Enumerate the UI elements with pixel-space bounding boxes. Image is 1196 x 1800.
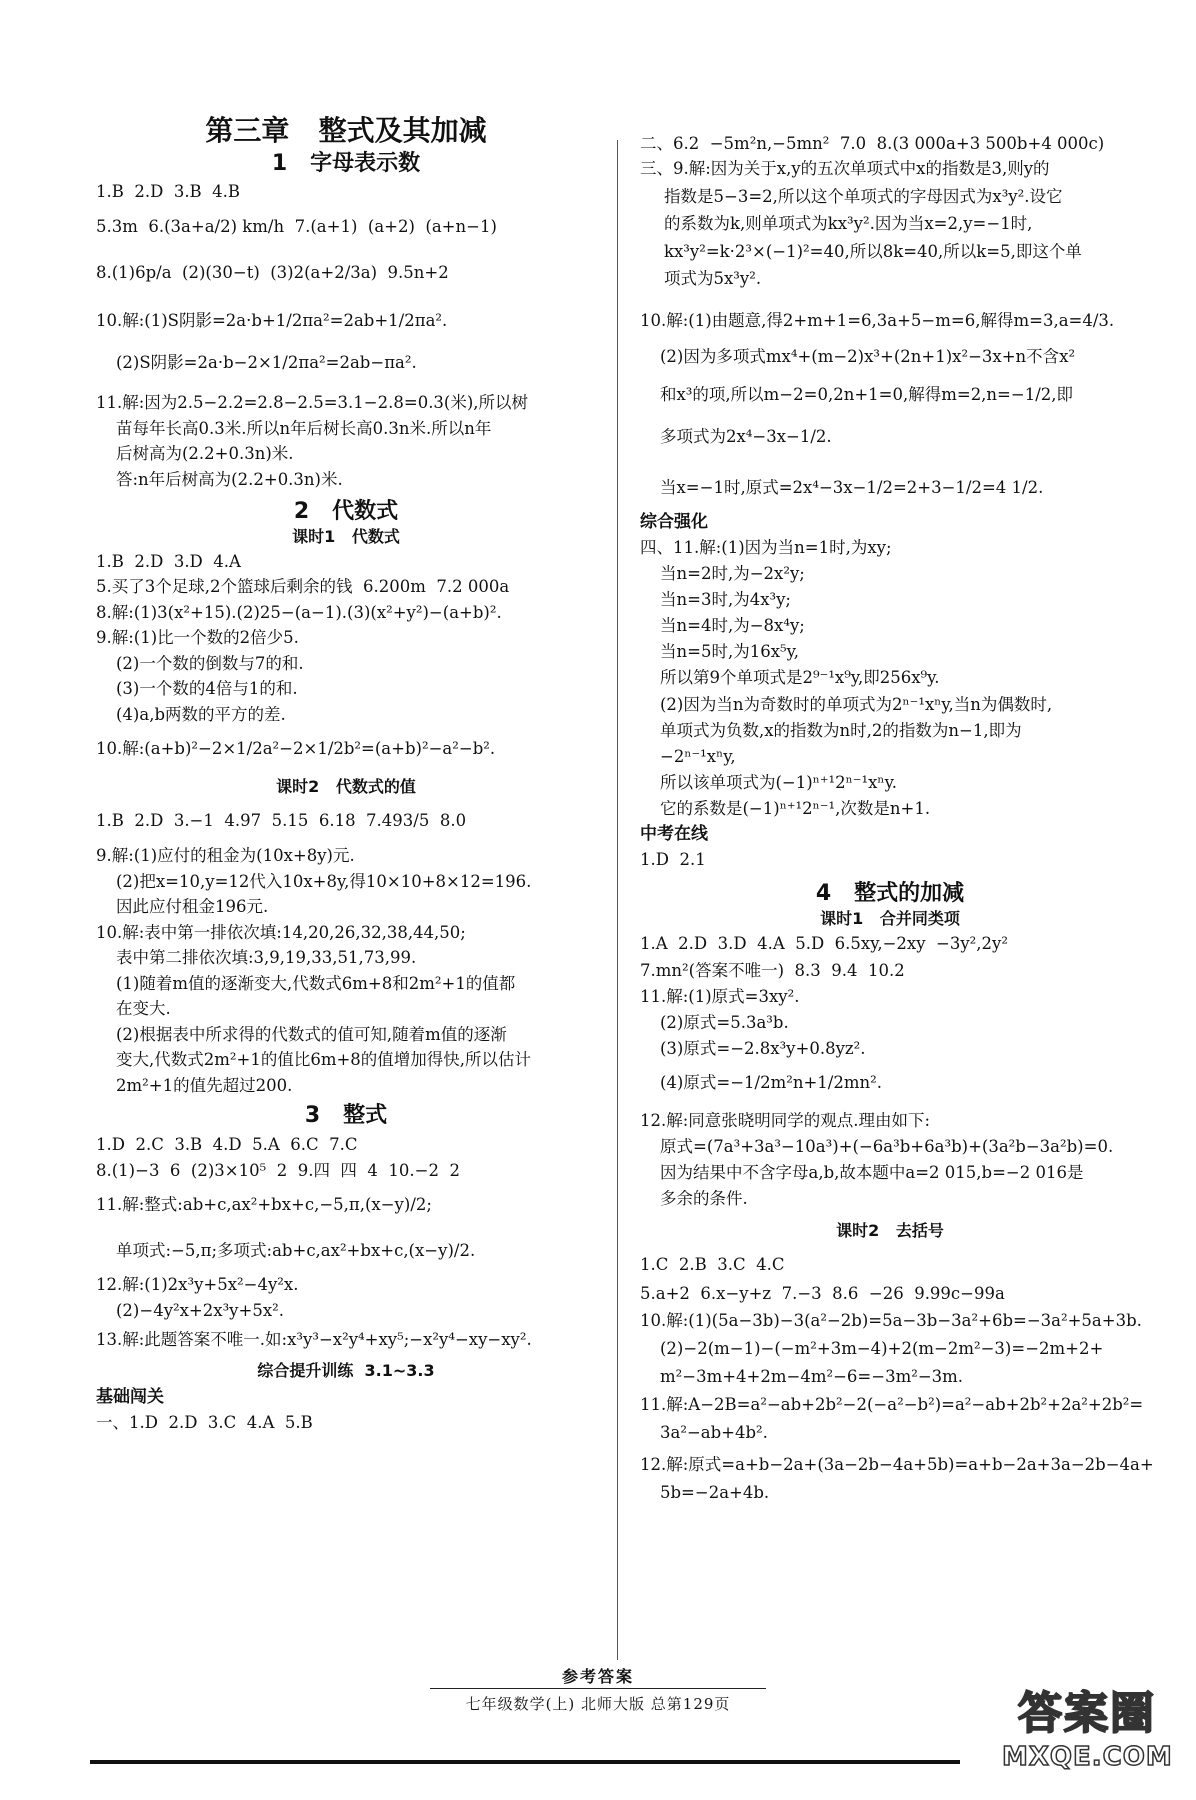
answer-line: 当n=5时,为16x⁵y,	[660, 642, 799, 661]
answer-line: (3)一个数的4倍与1的和.	[116, 679, 298, 698]
answer-line: (2)S阴影=2a·b−2×1/2πa²=2ab−πa².	[116, 353, 417, 372]
answer-line: 所以第9个单项式是2⁹⁻¹x⁹y,即256x⁹y.	[660, 668, 940, 687]
answer-line: 的系数为k,则单项式为kx³y².因为当x=2,y=−1时,	[664, 214, 1033, 233]
subsection-heading: 基础闯关	[96, 1387, 164, 1407]
answer-line: 1.D 2.C 3.B 4.D 5.A 6.C 7.C	[96, 1135, 358, 1154]
answer-line: (2)原式=5.3a³b.	[660, 1013, 789, 1032]
answer-line: 8.(1)−3 6 (2)3×10⁵ 2 9.四 四 4 10.−2 2	[96, 1161, 460, 1180]
section-2-title: 2 代数式	[293, 499, 399, 524]
answer-line: 因为结果中不含字母a,b,故本题中a=2 015,b=−2 016是	[660, 1163, 1084, 1182]
answer-line: 5b=−2a+4b.	[660, 1483, 770, 1502]
lesson-title: 课时1 代数式	[292, 527, 400, 546]
lesson-title: 课时2 去括号	[836, 1221, 944, 1240]
answer-line: 表中第二排依次填:3,9,19,33,51,73,99.	[116, 948, 417, 967]
answer-line: 8.解:(1)3(x²+15).(2)25−(a−1).(3)(x²+y²)−(a+b)².	[96, 603, 502, 622]
answer-line: 变大,代数式2m²+1的值比6m+8的值增加得快,所以估计	[116, 1050, 532, 1069]
answer-line: 10.解:表中第一排依次填:14,20,26,32,38,44,50;	[96, 923, 466, 942]
footer-subtitle: 七年级数学(上) 北师大版 总第129页	[465, 1695, 731, 1713]
answer-line: (2)因为当n为奇数时的单项式为2ⁿ⁻¹xⁿy,当n为偶数时,	[660, 695, 1053, 714]
subsection-heading: 综合强化	[640, 512, 708, 532]
bottom-rule	[90, 1760, 960, 1764]
answer-line: 5.3m 6.(3a+a/2) km/h 7.(a+1) (a+2) (a+n−1)	[96, 217, 497, 236]
answer-line: 11.解:A−2B=a²−ab+2b²−2(−a²−b²)=a²−ab+2b²+2a²+2b²=	[640, 1395, 1144, 1414]
answer-line: 单项式为负数,x的指数为n时,2的指数为n−1,即为	[660, 721, 1022, 740]
answer-line: 当n=3时,为4x³y;	[660, 590, 791, 609]
answer-line: 项式为5x³y².	[664, 269, 762, 288]
answer-line: (2)因为多项式mx⁴+(m−2)x³+(2n+1)x²−3x+n不含x²	[660, 347, 1076, 366]
lesson-title: 课时2 代数式的值	[276, 777, 416, 796]
answer-line: 二、6.2 −5m²n,−5mn² 7.0 8.(3 000a+3 500b+4 000c)	[640, 134, 1105, 153]
answer-line: 12.解:(1)2x³y+5x²−4y²x.	[96, 1275, 299, 1294]
answer-line: 10.解:(1)由题意,得2+m+1=6,3a+5−m=6,解得m=3,a=4/3.	[640, 311, 1115, 330]
answer-line: 10.解:(1)(5a−3b)−3(a²−2b)=5a−3b−3a²+6b=−3a²+5a+3b.	[640, 1311, 1142, 1330]
section-1-title: 1 字母表示数	[271, 151, 421, 176]
answer-line: 四、11.解:(1)因为当n=1时,为xy;	[640, 538, 892, 557]
answer-line: 单项式:−5,π;多项式:ab+c,ax²+bx+c,(x−y)/2.	[116, 1241, 476, 1260]
answer-line: 当n=4时,为−8x⁴y;	[660, 616, 805, 635]
answer-line: 9.解:(1)比一个数的2倍少5.	[96, 628, 299, 647]
answer-line: 1.A 2.D 3.D 4.A 5.D 6.5xy,−2xy −3y²,2y²	[640, 934, 1008, 953]
answer-line: 7.mn²(答案不唯一) 8.3 9.4 10.2	[640, 961, 905, 980]
column-divider	[617, 140, 618, 1660]
answer-line: 5.买了3个足球,2个篮球后剩余的钱 6.200m 7.2 000a	[96, 577, 510, 596]
answer-line: 和x³的项,所以m−2=0,2n+1=0,解得m=2,n=−1/2,即	[660, 385, 1074, 404]
answer-line: 10.解:(a+b)²−2×1/2a²−2×1/2b²=(a+b)²−a²−b².	[96, 739, 496, 758]
answer-line: (2)−2(m−1)−(−m²+3m−4)+2(m−2m²−3)=−2m+2+	[660, 1339, 1104, 1358]
answer-line: 2m²+1的值先超过200.	[116, 1076, 293, 1095]
answer-line: −2ⁿ⁻¹xⁿy,	[660, 747, 736, 766]
footer-rule	[430, 1688, 766, 1689]
answer-line: 1.B 2.D 3.D 4.A	[96, 552, 241, 571]
answer-line: 13.解:此题答案不唯一.如:x³y³−x²y⁴+xy⁵;−x²y⁴−xy−xy².	[96, 1330, 532, 1349]
answer-line: 11.解:(1)原式=3xy².	[640, 987, 800, 1006]
watermark-logo	[1002, 1688, 1172, 1788]
comprehensive-title: 综合提升训练 3.1~3.3	[257, 1361, 435, 1380]
answer-line: 在变大.	[116, 999, 171, 1018]
lesson-title: 课时1 合并同类项	[820, 909, 960, 928]
answer-line: 9.解:(1)应付的租金为(10x+8y)元.	[96, 846, 355, 865]
watermark-top-text: 答案圈	[1018, 1688, 1156, 1739]
answer-line: 后树高为(2.2+0.3n)米.	[116, 444, 294, 463]
answer-line: 11.解:因为2.5−2.2=2.8−2.5=3.1−2.8=0.3(米),所以树	[96, 393, 529, 412]
answer-line: (4)原式=−1/2m²n+1/2mn².	[660, 1073, 882, 1092]
answer-line: 1.D 2.1	[640, 850, 706, 869]
answer-line: 答:n年后树高为(2.2+0.3n)米.	[116, 470, 343, 489]
answer-line: 原式=(7a³+3a³−10a³)+(−6a³b+6a³b)+(3a²b−3a²b)=0.	[660, 1137, 1114, 1156]
answer-line: 1.B 2.D 3.−1 4.97 5.15 6.18 7.493/5 8.0	[96, 811, 467, 830]
answer-line: 5.a+2 6.x−y+z 7.−3 8.6 −26 9.99c−99a	[640, 1284, 1005, 1303]
answer-line: 11.解:整式:ab+c,ax²+bx+c,−5,π,(x−y)/2;	[96, 1195, 432, 1214]
answer-line: 10.解:(1)S阴影=2a·b+1/2πa²=2ab+1/2πa².	[96, 311, 448, 330]
answer-line: 1.C 2.B 3.C 4.C	[640, 1255, 785, 1274]
answer-line: 3a²−ab+4b².	[660, 1423, 768, 1442]
answer-line: kx³y²=k·2³×(−1)²=40,所以8k=40,所以k=5,即这个单	[664, 242, 1082, 261]
watermark-url: MXQE.COM	[1002, 1742, 1173, 1772]
answer-line: 12.解:同意张晓明同学的观点.理由如下:	[640, 1111, 931, 1130]
chapter-title: 第三章 整式及其加减	[205, 114, 487, 147]
answer-line: (4)a,b两数的平方的差.	[116, 705, 286, 724]
subsection-heading: 中考在线	[640, 824, 708, 844]
answer-line: (2)−4y²x+2x³y+5x².	[116, 1301, 284, 1320]
answer-line: 8.(1)6p/a (2)(30−t) (3)2(a+2/3a) 9.5n+2	[96, 263, 449, 282]
section-3-title: 3 整式	[304, 1103, 388, 1128]
section-4-title: 4 整式的加减	[815, 881, 965, 906]
answer-line: 苗每年长高0.3米.所以n年后树长高0.3n米.所以n年	[116, 419, 492, 438]
answer-line: m²−3m+4+2m−4m²−6=−3m²−3m.	[660, 1367, 964, 1386]
answer-line: (2)根据表中所求得的代数式的值可知,随着m值的逐渐	[116, 1025, 507, 1044]
answer-line: (3)原式=−2.8x³y+0.8yz².	[660, 1039, 866, 1058]
answer-line: 当x=−1时,原式=2x⁴−3x−1/2=2+3−1/2=4 1/2.	[660, 478, 1044, 497]
answer-line: 它的系数是(−1)ⁿ⁺¹2ⁿ⁻¹,次数是n+1.	[660, 799, 931, 818]
answer-line: 指数是5−3=2,所以这个单项式的字母因式为x³y².设它	[664, 187, 1063, 206]
answer-line: 一、1.D 2.D 3.C 4.A 5.B	[96, 1413, 313, 1432]
answer-line: 1.B 2.D 3.B 4.B	[96, 182, 241, 201]
answer-line: 因此应付租金196元.	[116, 897, 269, 916]
answer-line: 所以该单项式为(−1)ⁿ⁺¹2ⁿ⁻¹xⁿy.	[660, 773, 897, 792]
answer-line: (1)随着m值的逐渐变大,代数式6m+8和2m²+1的值都	[116, 974, 516, 993]
answer-line: 多余的条件.	[660, 1189, 748, 1208]
answer-line: 当n=2时,为−2x²y;	[660, 564, 805, 583]
answer-line: (2)一个数的倒数与7的和.	[116, 654, 304, 673]
answer-line: 12.解:原式=a+b−2a+(3a−2b−4a+5b)=a+b−2a+3a−2b−4a+	[640, 1455, 1154, 1474]
answer-line: 三、9.解:因为关于x,y的五次单项式中x的指数是3,则y的	[640, 159, 1050, 178]
answer-line: (2)把x=10,y=12代入10x+8y,得10×10+8×12=196.	[116, 872, 532, 891]
footer-title: 参考答案	[561, 1667, 634, 1686]
answer-line: 多项式为2x⁴−3x−1/2.	[660, 427, 832, 446]
